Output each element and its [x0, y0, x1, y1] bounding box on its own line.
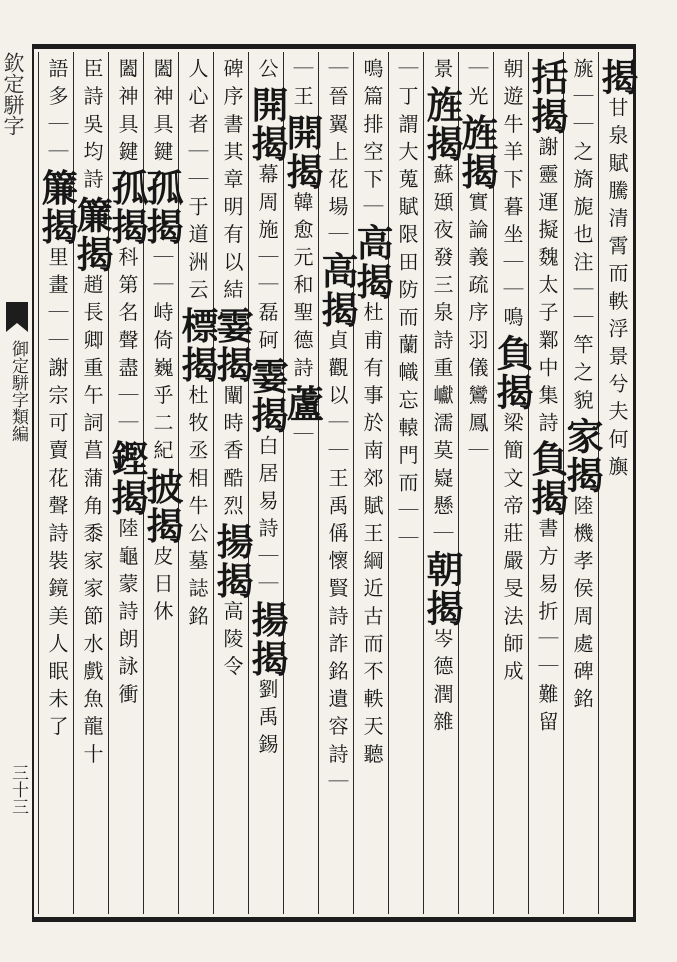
headword: 霎揭: [210, 306, 254, 385]
citation-text: 里畫｜｜謝宗可賣花聲詩裝鏡美人眠未了: [45, 246, 69, 744]
citation-text: 景: [430, 58, 454, 86]
text-column: [105, 52, 149, 914]
citation-text: 高陵令: [220, 600, 244, 684]
headword: 孤揭: [105, 168, 149, 247]
citation-text: 幕周施｜｜磊砢: [255, 163, 279, 357]
headword: 朝揭: [420, 550, 464, 629]
headword: 家揭: [560, 416, 604, 495]
headword: 開揭: [245, 85, 289, 164]
headword: 旌揭: [420, 85, 464, 164]
citation-text: ｜丁謂大蒐賦限田防而蘭幟忘轅門而｜｜: [395, 58, 419, 555]
citation-text: 白居易詩｜｜: [255, 434, 279, 601]
headword: 高揭: [315, 251, 359, 330]
citation-text: 旐｜｜之旖旎也注｜｜竿之貌: [570, 58, 594, 417]
text-column: [525, 52, 569, 914]
headword: 開揭: [280, 113, 324, 192]
headword: 孤揭: [140, 168, 184, 247]
citation-text: 謝靈運擬魏太子鄴中集詩: [535, 136, 559, 440]
headword: 揚揭: [245, 600, 289, 679]
headword: 旌揭: [455, 113, 499, 192]
headword: 蘆: [280, 384, 324, 424]
citation-text: 臣詩吳均詩: [80, 58, 104, 196]
headword: 負揭: [525, 439, 569, 518]
citation-text: 語多｜｜: [45, 58, 69, 169]
citation-text: ｜晉翼上花場｜: [325, 58, 349, 252]
citation-text: 皮日休: [150, 545, 174, 629]
citation-text: 杜甫有事於南郊賦王綱近古而不軼天聽: [360, 301, 384, 771]
citation-text: 鳴篇排空下｜: [360, 58, 384, 224]
citation-text: 梁簡文帝莊嚴旻法師成: [500, 412, 524, 688]
citation-text: ｜王: [290, 58, 314, 114]
citation-text: 碑序書其章明有以結: [220, 58, 244, 307]
citation-text: 闔神具鍵: [150, 58, 174, 169]
citation-text: 韓愈元和聖德詩: [290, 191, 314, 385]
citation-text: 書方易折｜｜難留: [535, 517, 559, 739]
headword: 揭: [595, 58, 639, 97]
text-column: [245, 52, 289, 914]
citation-text: 實論義疏序羽儀鸞鳳｜: [465, 191, 489, 468]
citation-text: 岑德潤雜: [430, 628, 454, 739]
citation-text: 陸龜蒙詩朗詠衝: [115, 517, 139, 711]
citation-text: 公: [255, 58, 279, 86]
text-column: [210, 52, 254, 914]
citation-text: ｜: [290, 423, 314, 452]
headword: 簾揭: [35, 168, 79, 247]
headword: 鏗揭: [105, 439, 149, 518]
citation-text: 闔神具鍵: [115, 58, 139, 169]
citation-text: 朝遊牛羊下暮坐｜｜鳴: [500, 58, 524, 334]
citation-text: 闡時香酷烈: [220, 384, 244, 523]
headword: 披揭: [140, 467, 184, 546]
citation-text: 杜牧丞相牛公墓誌銘: [185, 384, 209, 633]
fish-tail-mark-icon: [6, 302, 28, 332]
citation-text: 甘泉賦騰清霄而軼浮景兮夫何旟: [605, 97, 629, 484]
book-title-fragment: 欽定駢字: [1, 52, 25, 136]
headword: 標揭: [175, 306, 219, 385]
citation-text: 陸機孝侯周處碑銘: [570, 494, 594, 716]
headword: 霎揭: [245, 356, 289, 435]
text-column: [280, 52, 324, 914]
text-column: [420, 52, 464, 914]
text-column: [35, 52, 79, 914]
headword: 括揭: [525, 58, 569, 136]
text-column: [455, 52, 499, 914]
citation-text: 人心者｜｜于道洲云: [185, 58, 209, 307]
citation-text: 科第名聲盡｜｜: [115, 246, 139, 440]
headword: 高揭: [350, 223, 394, 302]
book-title: 御定駢字類編: [8, 340, 28, 442]
citation-text: 蘇頲夜發三泉詩重巘濡莫嶷懸｜: [430, 163, 454, 551]
citation-text: 貞觀以｜｜王禹偁懷賢詩詐銘遺容詩｜: [325, 329, 349, 799]
text-column: [350, 52, 394, 914]
headword: 揚揭: [210, 522, 254, 601]
headword: 負揭: [490, 334, 534, 412]
citation-text: ｜｜峙倚巍乎二紀: [150, 246, 174, 468]
text-column: [388, 52, 423, 914]
citation-text: 趙長卿重午詞菖蒲角黍家家節水戲魚龍十: [80, 274, 104, 771]
page-number: 三十三: [8, 764, 28, 815]
citation-text: 劉禹錫: [255, 678, 279, 762]
headword: 簾揭: [70, 196, 114, 274]
page-spine: [0, 44, 34, 922]
citation-text: ｜光: [465, 58, 489, 114]
